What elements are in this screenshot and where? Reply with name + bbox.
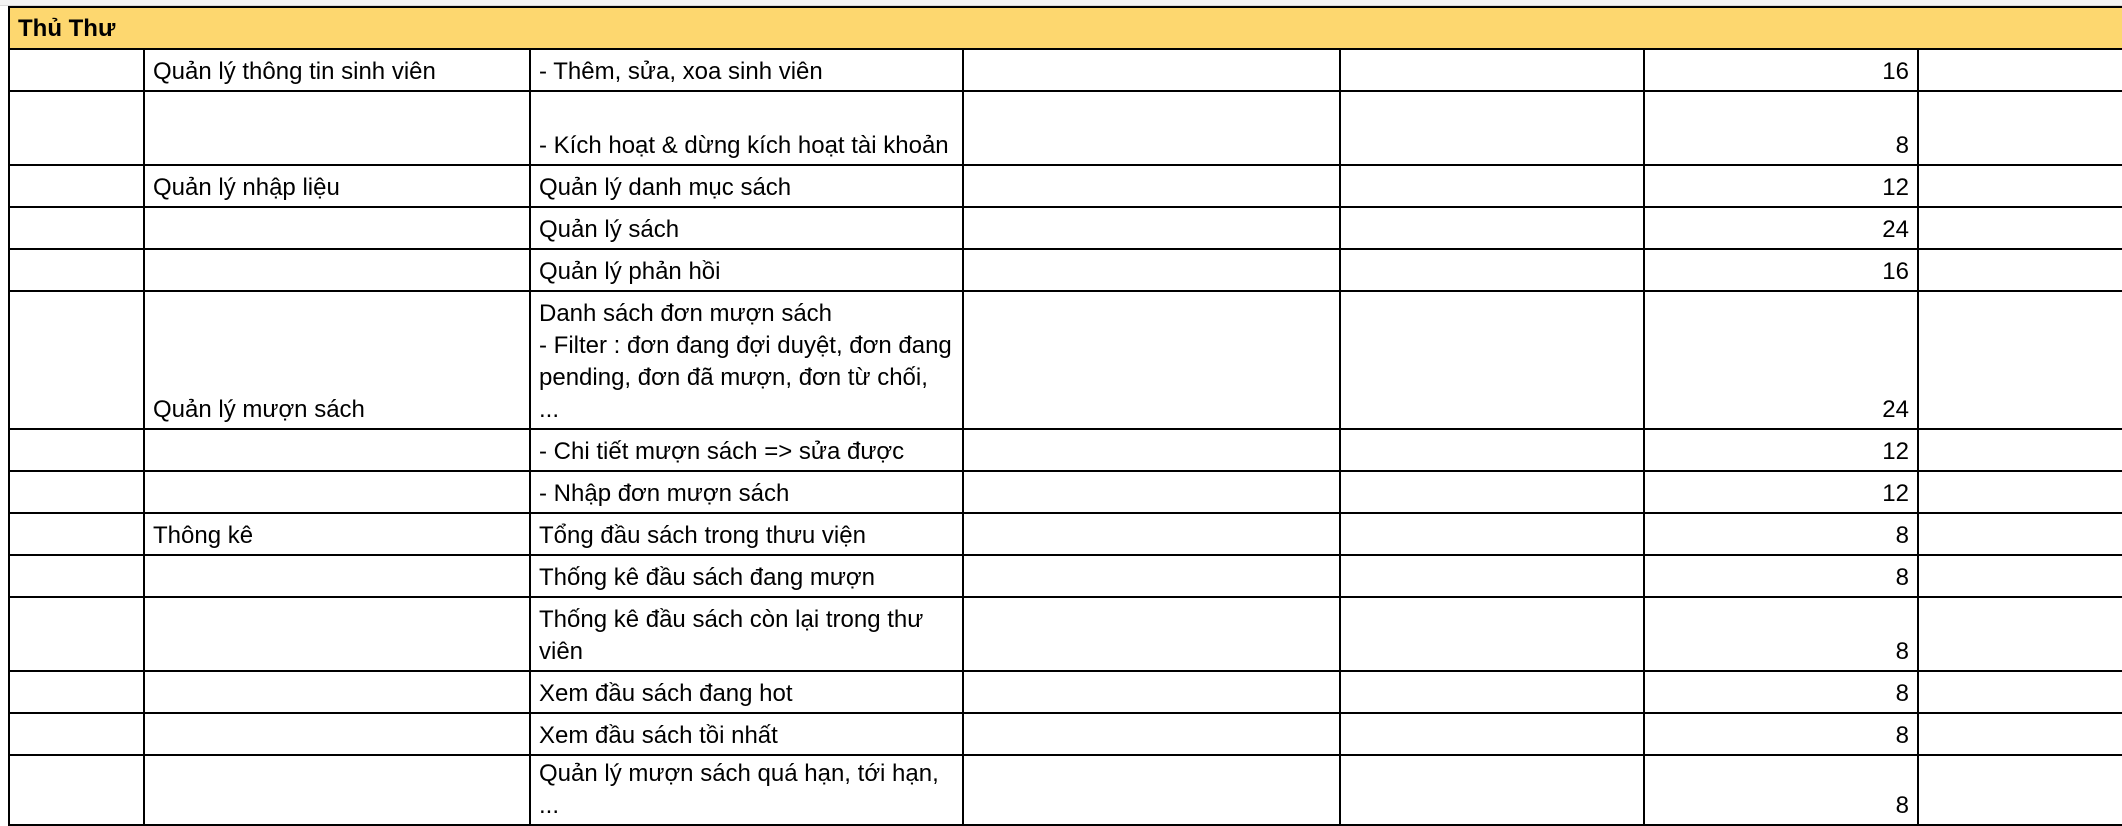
table-row (9, 207, 2122, 249)
task-cell[interactable]: - Nhập đơn mượn sách (530, 471, 963, 513)
group-cell[interactable] (144, 555, 530, 597)
empty-cell[interactable] (1340, 429, 1644, 471)
empty-cell[interactable] (9, 671, 144, 713)
empty-cell[interactable] (963, 513, 1340, 555)
empty-cell[interactable] (963, 597, 1340, 671)
group-cell[interactable] (144, 429, 530, 471)
task-cell[interactable]: Quản lý mượn sách quá hạn, tới hạn, ... (530, 755, 963, 825)
task-cell[interactable]: Xem đầu sách đang hot (530, 671, 963, 713)
hours-cell[interactable]: 12 (1644, 165, 1918, 207)
empty-cell[interactable] (9, 713, 144, 755)
empty-cell[interactable] (1340, 471, 1644, 513)
group-cell[interactable]: Thông kê (144, 513, 530, 555)
empty-cell[interactable] (1340, 165, 1644, 207)
empty-cell[interactable] (1918, 291, 2122, 429)
table-row (9, 49, 2122, 91)
empty-cell[interactable] (1918, 555, 2122, 597)
empty-cell[interactable] (9, 165, 144, 207)
empty-cell[interactable] (9, 429, 144, 471)
hours-cell[interactable]: 8 (1644, 597, 1918, 671)
empty-cell[interactable] (9, 555, 144, 597)
task-cell[interactable]: Xem đầu sách tồi nhất (530, 713, 963, 755)
task-text: Danh sách đơn mượn sách - Filter : đơn đang đợi duyệt, đơn đang pending, đơn đã mượn, đơn từ chối, ... (539, 300, 952, 423)
empty-cell[interactable] (1340, 513, 1644, 555)
empty-cell[interactable] (1918, 49, 2122, 91)
empty-cell[interactable] (9, 207, 144, 249)
group-cell[interactable] (144, 471, 530, 513)
hours-cell[interactable]: 24 (1644, 291, 1918, 429)
empty-cell[interactable] (9, 249, 144, 291)
section-header-row (9, 7, 2122, 49)
empty-cell[interactable] (1340, 49, 1644, 91)
empty-cell[interactable] (1918, 713, 2122, 755)
empty-cell[interactable] (963, 471, 1340, 513)
task-cell[interactable]: Quản lý danh mục sách (530, 165, 963, 207)
empty-cell[interactable] (963, 429, 1340, 471)
table-row (9, 165, 2122, 207)
table-row (9, 671, 2122, 713)
empty-cell[interactable] (963, 91, 1340, 165)
empty-cell[interactable] (1340, 671, 1644, 713)
task-cell[interactable] (530, 291, 963, 429)
table-row (9, 429, 2122, 471)
empty-cell[interactable] (1918, 429, 2122, 471)
empty-cell[interactable] (1340, 91, 1644, 165)
hours-cell[interactable]: 8 (1644, 513, 1918, 555)
table-row (9, 513, 2122, 555)
empty-cell[interactable] (9, 597, 144, 671)
empty-cell[interactable] (1918, 755, 2122, 825)
empty-cell[interactable] (9, 755, 144, 825)
empty-cell[interactable] (1340, 713, 1644, 755)
group-cell[interactable] (144, 755, 530, 825)
empty-cell[interactable] (1918, 207, 2122, 249)
empty-cell[interactable] (963, 49, 1340, 91)
group-cell[interactable]: Quản lý nhập liệu (144, 165, 530, 207)
task-cell[interactable]: Tổng đầu sách trong thưu viện (530, 513, 963, 555)
table-row (9, 713, 2122, 755)
table-row (9, 471, 2122, 513)
hours-cell[interactable]: 12 (1644, 429, 1918, 471)
empty-cell[interactable] (9, 49, 144, 91)
empty-cell[interactable] (1340, 597, 1644, 671)
empty-cell[interactable] (1918, 471, 2122, 513)
empty-cell[interactable] (1340, 291, 1644, 429)
task-cell[interactable]: Quản lý sách (530, 207, 963, 249)
empty-cell[interactable] (9, 513, 144, 555)
empty-cell[interactable] (1340, 755, 1644, 825)
empty-cell[interactable] (9, 91, 144, 165)
spreadsheet-grid (8, 6, 2122, 826)
empty-cell[interactable] (963, 713, 1340, 755)
empty-cell[interactable] (9, 291, 144, 429)
group-cell[interactable] (144, 597, 530, 671)
empty-cell[interactable] (9, 471, 144, 513)
empty-cell[interactable] (1918, 597, 2122, 671)
empty-cell[interactable] (963, 207, 1340, 249)
empty-cell[interactable] (1918, 513, 2122, 555)
task-cell[interactable]: - Thêm, sửa, xoa sinh viên (530, 49, 963, 91)
hours-cell[interactable]: 8 (1644, 671, 1918, 713)
hours-cell[interactable]: 8 (1644, 555, 1918, 597)
empty-cell[interactable] (963, 165, 1340, 207)
task-cell[interactable]: Quản lý phản hồi (530, 249, 963, 291)
group-cell[interactable] (144, 249, 530, 291)
group-cell[interactable]: Quản lý mượn sách (144, 291, 530, 429)
hours-cell[interactable]: 8 (1644, 713, 1918, 755)
table-row (9, 597, 2122, 671)
empty-cell[interactable] (963, 755, 1340, 825)
empty-cell[interactable] (1340, 207, 1644, 249)
task-cell[interactable]: Thống kê đầu sách đang mượn (530, 555, 963, 597)
empty-cell[interactable] (1918, 671, 2122, 713)
hours-cell[interactable]: 16 (1644, 249, 1918, 291)
empty-cell[interactable] (1340, 249, 1644, 291)
table-row (9, 249, 2122, 291)
task-cell[interactable]: - Kích hoạt & dừng kích hoạt tài khoản (530, 91, 963, 165)
empty-cell[interactable] (1918, 91, 2122, 165)
empty-cell[interactable] (963, 555, 1340, 597)
table-row (9, 91, 2122, 165)
table-row (9, 555, 2122, 597)
empty-cell[interactable] (1340, 555, 1644, 597)
table-row (9, 755, 2122, 825)
group-cell[interactable] (144, 671, 530, 713)
group-cell[interactable] (144, 207, 530, 249)
group-cell[interactable] (144, 713, 530, 755)
hours-cell[interactable]: 16 (1644, 49, 1918, 91)
empty-cell[interactable] (963, 671, 1340, 713)
group-cell[interactable]: Quản lý thông tin sinh viên (144, 49, 530, 91)
hours-cell[interactable]: 12 (1644, 471, 1918, 513)
task-cell[interactable]: Thống kê đầu sách còn lại trong thư viên (530, 597, 963, 671)
section-title-cell[interactable]: Thủ Thư (9, 7, 2122, 49)
empty-cell[interactable] (963, 291, 1340, 429)
hours-cell[interactable]: 24 (1644, 207, 1918, 249)
group-cell[interactable] (144, 91, 530, 165)
hours-cell[interactable]: 8 (1644, 91, 1918, 165)
empty-cell[interactable] (1918, 249, 2122, 291)
empty-cell[interactable] (1918, 165, 2122, 207)
task-cell[interactable]: - Chi tiết mượn sách => sửa được (530, 429, 963, 471)
table-row (9, 291, 2122, 429)
empty-cell[interactable] (963, 249, 1340, 291)
hours-cell[interactable]: 8 (1644, 755, 1918, 825)
